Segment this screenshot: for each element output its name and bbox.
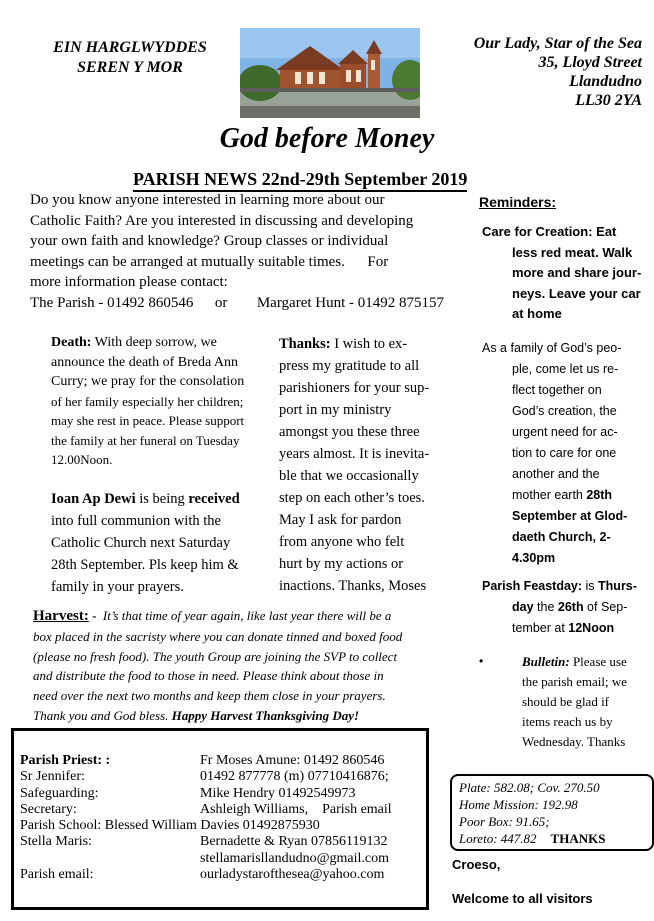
care-line: less red meat. Walk xyxy=(512,244,633,260)
ioan-line: family in your prayers. xyxy=(51,579,184,595)
welsh-name xyxy=(20,38,240,78)
death-line: the family at her funeral on Tuesday xyxy=(51,432,240,448)
feastday-reminder xyxy=(482,576,642,639)
address-line: Llandudno xyxy=(569,73,642,90)
address-line: Our Lady, Star of the Sea xyxy=(473,35,642,52)
intro-line: Catholic Faith? Are you interested in discussing and developing xyxy=(30,212,414,229)
intro-paragraph xyxy=(30,190,455,313)
staff-row xyxy=(20,769,430,785)
family-line: urgent need for ac- xyxy=(512,425,618,439)
staff-label: Parish School: Blessed William Davies 01492875930 xyxy=(20,818,320,834)
collection-home-mission: Home Mission: 192.98 xyxy=(459,797,578,812)
harvest-happy: Happy Harvest Thanksgiving Day! xyxy=(171,707,360,723)
harvest-label: Harvest: xyxy=(33,608,89,624)
thanks-line: inactions. Thanks, Moses xyxy=(279,578,427,594)
ioan-received: received xyxy=(188,491,240,507)
staff-label: Sr Jennifer: xyxy=(20,769,85,785)
care-line: neys. Leave your car xyxy=(512,285,641,301)
family-line: mother earth xyxy=(512,488,587,502)
feast-part: day xyxy=(512,600,534,614)
collection-thanks: THANKS xyxy=(550,831,606,846)
thanks-line: parishioners for your sup- xyxy=(279,380,430,396)
bullet-dot-icon: • xyxy=(479,654,484,668)
staff-row xyxy=(20,753,430,769)
thanks-line: May I ask for pardon xyxy=(279,512,402,528)
thanks-line: years almost. It is inevita- xyxy=(279,446,430,462)
bulletin-reminder xyxy=(522,652,647,752)
church-photo xyxy=(240,28,420,118)
harvest-line: need over the next two months and keep them close in your prayers. xyxy=(33,688,386,704)
thanks-line: press my gratitude to all xyxy=(279,358,420,374)
thanks-line: from anyone who felt xyxy=(279,534,405,550)
family-line: God’s creation, the xyxy=(512,404,617,418)
ioan-text: is being xyxy=(135,491,189,507)
feast-part: tember at xyxy=(512,621,569,635)
collection-plate: Plate: 582.08; Cov. 270.50 xyxy=(459,780,600,795)
family-line: ple, come let us re- xyxy=(512,362,619,376)
reception-notice xyxy=(51,488,275,598)
harvest-notice xyxy=(33,606,453,726)
care-line: more and share jour- xyxy=(512,265,642,280)
staff-value: stellamarisllandudno@gmail.com xyxy=(200,850,390,866)
feast-part: 12Noon xyxy=(568,621,615,635)
thanks-line: I wish to ex- xyxy=(330,336,408,352)
family-line: tion to care for one xyxy=(512,446,617,460)
staff-row xyxy=(20,802,430,818)
staff-row xyxy=(20,867,430,883)
contact-line xyxy=(30,293,455,314)
ioan-line: Catholic Church next Saturday xyxy=(51,535,231,551)
staff-value: Mike Hendry 01492549973 xyxy=(200,785,356,801)
croeso-text: Croeso, xyxy=(452,857,501,872)
care-label: Care for Creation: xyxy=(482,224,593,239)
staff-label: Parish email: xyxy=(20,867,94,883)
staff-label: Parish Priest: : xyxy=(20,753,111,768)
contact-parish: The Parish - 01492 860546 xyxy=(30,294,194,311)
intro-line: your own faith and knowledge? Group classes or individual xyxy=(30,233,389,249)
ioan-line: into full communion with the xyxy=(51,513,221,529)
parish-news-title: PARISH NEWS 22nd-29th September 2019 xyxy=(133,168,467,192)
family-bold: daeth Church, 2- xyxy=(512,530,611,544)
bulletin-line: items reach us by xyxy=(522,714,613,729)
address-line: LL30 2YA xyxy=(575,92,642,109)
staff-label: Secretary: xyxy=(20,801,77,817)
collection-figures xyxy=(459,779,605,847)
family-line: flect together on xyxy=(512,383,602,397)
harvest-dash: - xyxy=(88,608,103,623)
feast-part: Thurs- xyxy=(598,579,637,593)
bulletin-line: Please use xyxy=(569,654,627,669)
ioan-line: 28th September. Pls keep him & xyxy=(51,557,239,573)
death-line: of her family especially her children; xyxy=(51,393,244,409)
bulletin-line: the parish email; we xyxy=(522,674,628,689)
staff-row xyxy=(20,786,430,802)
care-line: at home xyxy=(512,306,562,321)
intro-line: meetings can be arranged at mutually suitable times. For xyxy=(30,253,389,270)
thanks-label: Thanks: xyxy=(279,336,331,352)
thanks-notice xyxy=(279,333,451,597)
collection-loreto: Loreto: 447.82 xyxy=(459,831,537,846)
bulletin-line: should be glad if xyxy=(522,694,610,709)
family-bold: 28th xyxy=(586,488,613,502)
family-line: another and the xyxy=(512,467,600,481)
thanks-line: amongst you these three xyxy=(279,424,420,440)
staff-row xyxy=(20,851,430,867)
staff-label: Safeguarding: xyxy=(20,785,99,801)
staff-row xyxy=(20,818,430,834)
bulletin-label: Bulletin: xyxy=(522,654,570,669)
harvest-line: box placed in the sacristy where you can donate tinned and boxed food xyxy=(33,628,403,644)
feast-label: Parish Feastday: xyxy=(482,579,583,593)
intro-line: more information please contact: xyxy=(30,274,228,290)
bulletin-line: Wednesday. Thanks xyxy=(522,734,626,749)
staff-value: Ashleigh Williams, Parish email xyxy=(200,801,392,817)
death-line: may she rest in peace. Please support xyxy=(51,413,245,428)
feast-part: 26th xyxy=(557,600,584,614)
staff-label: Stella Maris: xyxy=(20,834,92,850)
thanks-line: step on each other’s toes. xyxy=(279,490,425,506)
staff-value: Bernadette & Ryan 07856119132 xyxy=(200,834,388,850)
reminders-title: Reminders: xyxy=(479,194,557,210)
thanks-line: hurt by my actions or xyxy=(279,556,404,572)
staff-row xyxy=(20,834,430,850)
harvest-line: (please no fresh food). The youth Group are joining the SVP to collect xyxy=(33,648,398,664)
death-line: With deep sorrow, we xyxy=(91,335,217,350)
harvest-line: Thank you and God bless. xyxy=(33,707,172,723)
welsh-line: SEREN Y MOR xyxy=(77,59,183,76)
death-notice xyxy=(51,333,275,470)
collection-poor-box: Poor Box: 91.65; xyxy=(459,814,550,829)
contact-hunt: Margaret Hunt - 01492 875157 xyxy=(256,294,445,311)
motto-title: God before Money xyxy=(219,123,435,154)
care-line: Eat xyxy=(592,224,617,239)
harvest-line: and distribute the food to those in need. Please think about those in xyxy=(33,668,384,684)
death-label: Death: xyxy=(51,335,92,350)
care-for-creation xyxy=(482,222,642,325)
harvest-line: It’s that time of year again, like last year there will be a xyxy=(102,608,392,623)
address-line: 35, Lloyd Street xyxy=(538,54,642,71)
family-reminder xyxy=(482,338,642,569)
family-line: As a family of God’s peo- xyxy=(482,341,622,355)
welsh-line: EIN HARGLWYDDES xyxy=(53,39,207,56)
death-line: 12.00Noon. xyxy=(51,452,113,467)
welcome-text: Welcome to all visitors xyxy=(452,891,593,906)
staff-contacts xyxy=(20,753,430,883)
staff-value: ourladystarofthesea@yahoo.com xyxy=(200,867,385,883)
family-bold: September at Glod- xyxy=(512,509,628,523)
family-bold: 4.30pm xyxy=(512,551,556,565)
death-line: announce the death of Breda Ann xyxy=(51,354,238,370)
staff-value: Fr Moses Amune: 01492 860546 xyxy=(200,753,385,768)
staff-value: 01492 877778 (m) 07710416876; xyxy=(200,769,389,785)
feast-part: the xyxy=(533,600,558,614)
ioan-name: Ioan Ap Dewi xyxy=(51,491,136,507)
feast-part: of Sep- xyxy=(583,600,628,614)
parish-address xyxy=(420,34,642,110)
death-line: Curry; we pray for the consolation xyxy=(51,374,245,389)
contact-or: or xyxy=(214,294,228,311)
thanks-line: ble that we occasionally xyxy=(279,468,419,484)
feast-part: is xyxy=(582,579,599,593)
intro-line: Do you know anyone interested in learning more about our xyxy=(30,192,385,208)
thanks-line: port in my ministry xyxy=(279,402,392,418)
